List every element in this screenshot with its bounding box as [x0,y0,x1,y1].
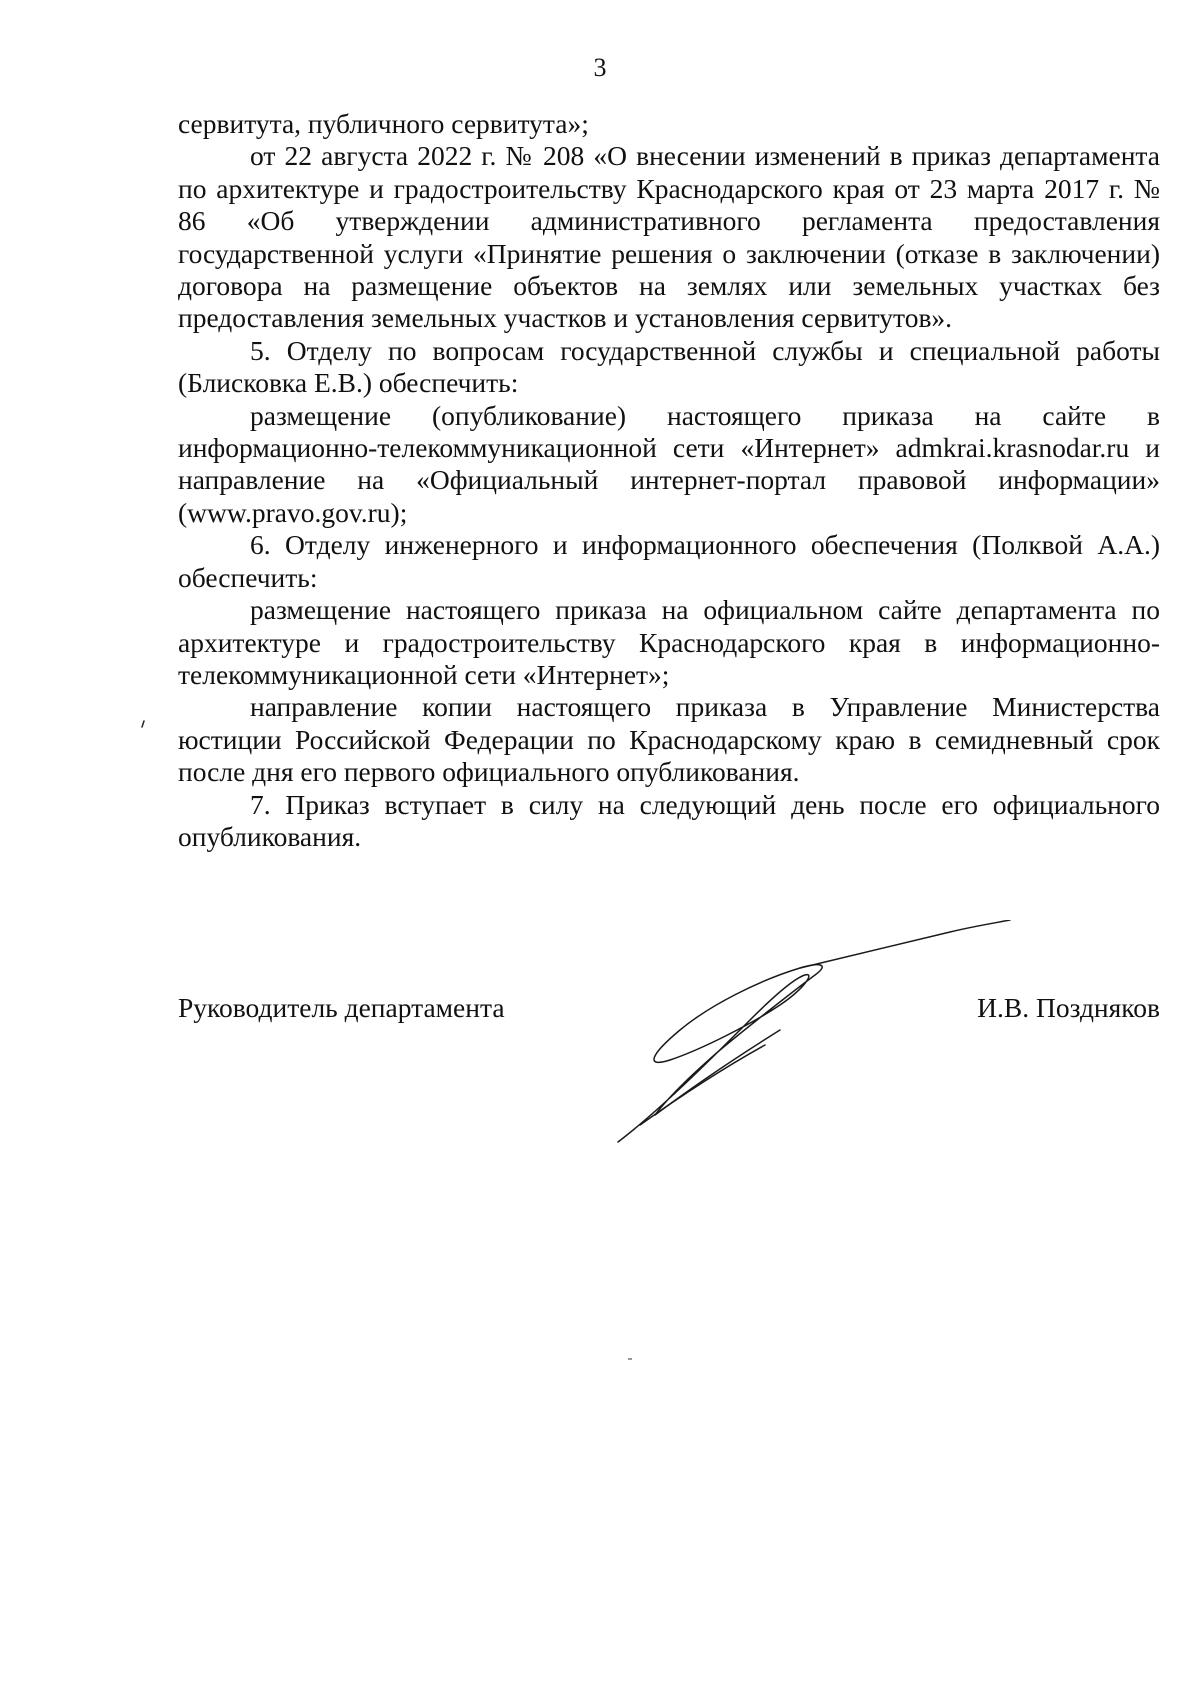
paragraph-item-7: 7. Приказ вступает в силу на следующий день после его официального опубликования. [178,788,1160,852]
signature-role: Руководитель департамента [178,992,505,1023]
paragraph-item-6-website: размещение настоящего приказа на официальном сайте департамента по архитектуре и градостроительству Краснодарского края в информационно-телекоммуникационной сети «Интернет»; [178,594,1160,690]
page-number: 3 [593,53,607,82]
stray-pen-mark [140,720,146,728]
paragraph-order-208: от 22 августа 2022 г. № 208 «О внесении изменений в приказ департамента по архитектуре и градостроительству Краснодарского края от 23 марта 2017 г. № 86 «Об утверждении административного регламента предоставления государственной услуги «Принятие решения о заключении (отказе в заключении) договора на размещение объектов на землях или земельных участках без предоставления земельных участков и установления сервитутов». [178,140,1160,334]
handwritten-signature [600,920,1020,1150]
signature-name: И.В. Поздняков [977,992,1160,1023]
scan-artifact [628,1358,632,1360]
paragraph-item-5-publication: размещение (опубликование) настоящего приказа на сайте в информационно-телекоммуникационной сети «Интернет» admkrai.krasnodar.ru и направление на «Официальный интернет-портал правовой информации» (www.pravo.gov.ru); [178,399,1160,528]
paragraph-item-6-ministry: направление копии настоящего приказа в Управление Министерства юстиции Российской Федерации по Краснодарскому краю в семидневный срок после дня его первого официального опубликования. [178,691,1160,788]
paragraph-item-6: 6. Отделу инженерного и информационного обеспечения (Полквой А.А.) обеспечить: [178,529,1160,593]
paragraph-item-5: 5. Отделу по вопросам государственной службы и специальной работы (Блисковка Е.В.) обеспечить: [178,334,1160,399]
paragraph-servitude-end: сервитута, публичного сервитута»; [178,108,589,139]
document-body [178,108,1160,853]
